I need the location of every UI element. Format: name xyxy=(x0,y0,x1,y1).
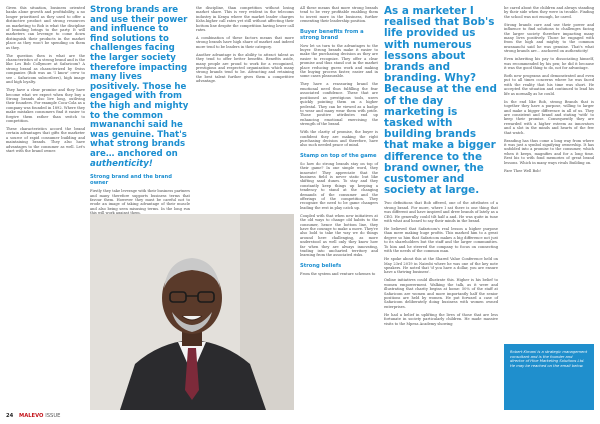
body-paragraph: With the clarity of promise, the buyer is confident they are making the right purchasing decision and therefore, have also such needed peace of mind. xyxy=(300,130,378,148)
body-paragraph: He believed that Safaricom's real lesson a higher purpose than mere making huge profits. This marked him to a great degree so him that Safaricom makes a big difference not just to its shareholders but the staff and the larger communities. To him and he steered the company to focus on connecting with the needs of the common man. xyxy=(384,227,498,254)
article-column-3 xyxy=(300,6,378,410)
body-paragraph: Coupled with that when new initiatives at the old ways to change old habits to the consumer, hence the bottom line, they have the courage to make a move. They're also bold to take the way we do things around here challenging, as more understood as well only they know how far when they are always innovating, trading into uncharted territory and learning from the associated risks. xyxy=(300,213,378,258)
article-column-4 xyxy=(384,6,498,410)
body-paragraph: he cared about the children and always standing by their side when they were in trouble. Finding the school was not enough, he cared. xyxy=(504,6,594,19)
body-paragraph: So how do strong brands stay on top of their game? In one simple word, they innovate! They appreciate that the business field is never static but like shifting sand dunes. To stay and they constantly keep things up keeping a tendency to stand at the changing demands of the consumer and the offerings of the competition. They recognize the need to be game changers leading the rest in play catch up. xyxy=(300,161,378,210)
page-footer xyxy=(6,412,306,421)
body-paragraph: Firstly they take leverage with their business partners and many therefore supports business terms that favour them. However they must be careful not to erode an image of taking advantage of their muscle and also being seen misusing terms. In the long run xyxy=(90,189,190,211)
article-column-1 xyxy=(6,6,85,410)
body-paragraph: They have a reassuring brand the emotional need thus fulfilling the fear associated confidence. These that are positioned as prestigious tools, users quickly pointing them on a higher pedestal. They can be viewed as a badge to wear and many wear them with pride. Those positive attributes end up enhancing emotional exercising the strength of the brand. xyxy=(300,82,378,127)
body-paragraph: He spoke about this at the Shared Value Conference held on May 23rd 2019 in Nairobi where he was one of the key note speakers. He noted that 'if you have a dollar, you are ensure have a thriving business'. xyxy=(384,257,498,275)
body-paragraph: Even inheriting his pay to dissociating himself, was recommended by his pen; he did it because it was the good thing to do, not for advantage. xyxy=(504,57,594,71)
pull-quote-marketer: As a marketer I realised that Bob's life provided us with numerous lessons about brands and branding. Why? Because at the end of the day marketing is tasked with building brands that make a bigger difference to the brand owner, the customer and society at large. xyxy=(384,5,497,197)
section-heading-stamp-on-top: Stamp on top of the game xyxy=(300,152,377,159)
page-number: 24 xyxy=(6,413,14,419)
body-paragraph: A combination of these factors means that more strong brands have high share of market and indeed more tend to be leaders in their category. xyxy=(196,36,294,49)
body-paragraph: the discipline, than competition without losing market share. This is very evident in the telecoms industry in Kenya where the market leader charges Kshs.higher call rates yet still without affecting their bottom line despite the competition having lower call rates. xyxy=(196,6,294,33)
pull-quote-strong-brands xyxy=(90,6,190,169)
body-paragraph: They have a clear promise and they have become what we expect when they buy a Strong brands also live long, outliving their founders. For example Coca-Cola as a company was founded in 1892. Where they make mistakes consumers find it easier to forgive them rather than switch to competition. xyxy=(6,88,85,123)
body-paragraph: Branding has thus come a long way from where it was just a symbol signifying ownership. It has unfolded into a promise to the consumer, which when it keeps, magnifies and for a long time. Rest his to with fond memories of great brand lessons. Which in many ways rivals Building on. xyxy=(504,138,594,165)
body-paragraph: In the end like Bob, strong Brands that is together they have a purpose, willing to larger and make a bigger difference in all of us. They are consistent and brand and stating 'with' to keep their promise. Consequently they are rewarded with a higher esteem as innovators and a slot in the minds and hearts of the few that watch. xyxy=(504,99,594,135)
issue-label: ISSUE xyxy=(45,413,61,419)
body-paragraph: Now let us turn to the advantages to the buyer. Strong brands make it easier to make the purchasing decision as they are easier to recognize. They offer a clear promise and thus stand out in the market place reducing guess work and making the buying process faster, easier and in some cases pleasurable. xyxy=(300,43,378,79)
pull-quote-emphasis: authenticity! xyxy=(90,158,153,169)
body-paragraph: Two definitions that Bob offered, one of the attributes of a strong brand. For more, where I sat there is one thing that was different and have inspired and drew brands of lately as a CEO. He generally could tilt half a and. He was quite in tune with what and heard to say their minds in the brand. xyxy=(384,201,498,224)
closing-line: Fare Thee Well Bob! xyxy=(504,168,542,173)
article-column-2 xyxy=(90,6,190,212)
body-paragraph: Given this situation, business oriented banks alone growth and profitability, a no longer prioritized as they used to offer a distinctive product and strong resources on marketing to Bob is what the discipline of branding brings to the party. It will marketers can leverage to come down distinguish their products in the market place as they won't be spending on them as they. xyxy=(6,6,85,50)
body-paragraph: The question then is what are the characteristics of a strong brand and is the like Les Bob Collymore at Safaricom? A strong brand as characterized by Swiss companies (Bob was an 'I know' crew to see – Safaricom subscribers), high image and high loyalty. xyxy=(6,53,85,85)
body-paragraph: Strong brands care and use their power and influence to find solutions to challenges facing the larger society therefore impacting many many lives positively. Those he engaged with from the high and mighty to the common mwananchi said he was genuine. That's what strong brands are… anchored on authenticity! xyxy=(504,22,594,54)
article-column-2b xyxy=(196,6,294,212)
body-paragraph: Another advantage is the ability to attract talent as they tend to offer better benefits. Benefits aside, many people are proud to work for a recognized, prestigious and respected organization which many strong brands tend to be. Attracting and retaining the best talent further gives them a competitive advantage. xyxy=(196,52,294,84)
body-paragraph: All these means that more strong brands tend to be very profitable enabling them to invest more in the business, further cementing their leadership position. xyxy=(300,6,378,24)
article-column-5 xyxy=(504,6,594,340)
section-heading-brand-owner: Strong brand and the brand owner xyxy=(90,174,172,187)
body-paragraph: From the system and venture schemes to xyxy=(300,271,376,276)
author-bio-box xyxy=(504,344,594,410)
portrait-photo xyxy=(90,214,294,410)
body-paragraph: He had a belief in uplifting the lives of those that are less fortunate in society particularly children. He made massive visits to the Mpesa Academy showing xyxy=(384,312,498,326)
section-heading-buyer-benefits: Buyer benefits from a strong brand xyxy=(300,28,364,41)
magazine-brand: MALEVO xyxy=(19,413,44,419)
body-paragraph: Online initiatives could illustrate this. Higher is his belief to women empowerment. Walking the talk, as it were and illustrating that charity begins at home: 50% of the staff at Safaricom are women and more importantly half the senior positions are held by women. He put forward a case of Safaricom deliberately doing business with women owned enterprises. xyxy=(384,278,498,309)
author-bio-text: Robert Kimani is a strategic management consultant and is the founder and director of Hive Marketing Solutions Ltd. He may be reached on the email below. xyxy=(510,350,588,368)
pull-quote-text: Strong brands are and use their power and influence to find solutions to challenges facing the larger society therefore impacting many lives positively. Those he engaged with from the high and mighty to the common mwananchi said he was genuine. That's what strong brands are… anchored on xyxy=(90,5,189,159)
section-heading-strong-beliefs: Strong beliefs xyxy=(300,262,342,269)
portrait-illustration xyxy=(90,214,294,410)
body-paragraph: Both new programs and demonstrated and even put to all times concerns where he was faced with the reality that his time was short. He accepted the situation and continued to lead his life as normally as he could. xyxy=(504,74,594,96)
body-paragraph: These characteristics accord the brand certain advantages that gifts the marketer a source of rapid consumer building and maintaining brands. They also have advantages to the consumer as well. Let's start with the brand owner. xyxy=(6,126,85,153)
